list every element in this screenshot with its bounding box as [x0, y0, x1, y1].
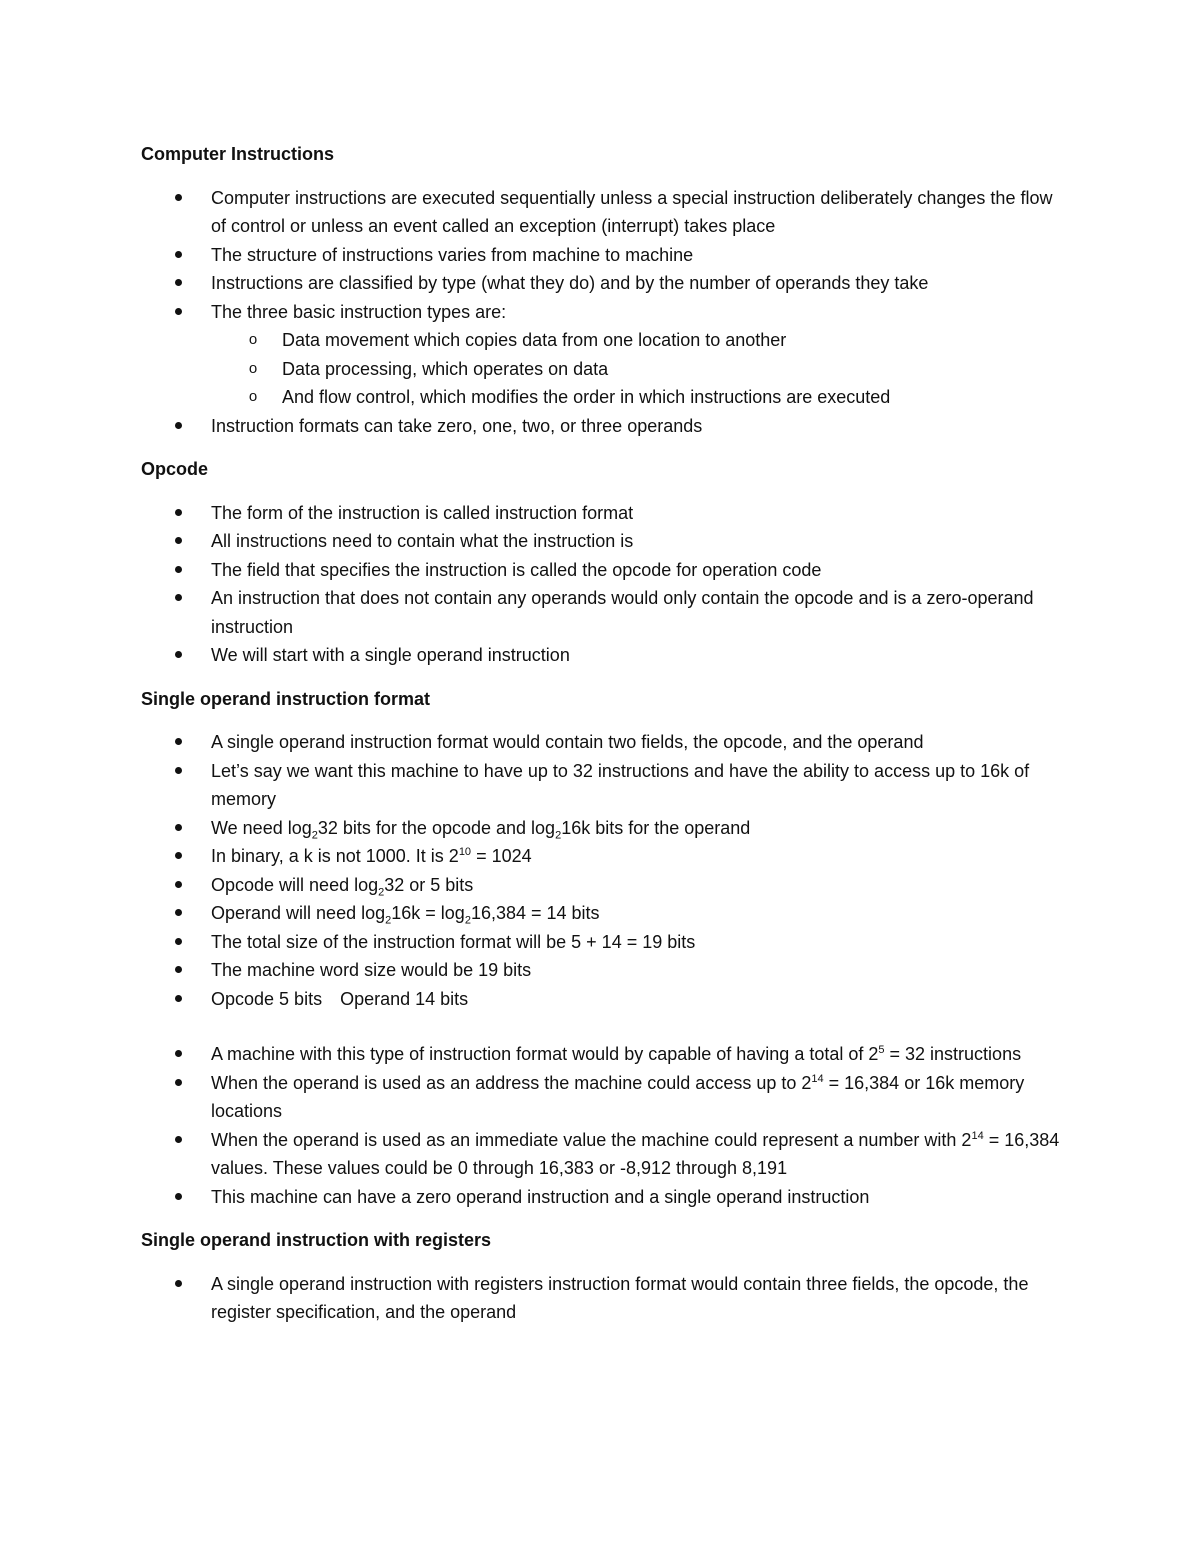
heading-computer-instructions: Computer Instructions	[141, 144, 335, 164]
single-operand-format-list	[141, 728, 1061, 1211]
bullet-icon	[173, 241, 183, 270]
bullet-icon	[173, 269, 183, 298]
bullet-icon	[173, 899, 183, 928]
bullet-icon	[173, 499, 183, 528]
list-item: The field that specifies the instruction is called the opcode for operation code	[141, 556, 1061, 585]
list-item: An instruction that does not contain any operands would only contain the opcode and is a zero-operand instruction	[141, 584, 1061, 641]
blank-line	[141, 1013, 1061, 1040]
list-item: This machine can have a zero operand instruction and a single operand instruction	[141, 1183, 1061, 1212]
bullet-icon	[173, 1183, 183, 1212]
list-item: A single operand instruction with registers instruction format would contain three fields, the opcode, the register specification, and the operand	[141, 1270, 1061, 1327]
bullet-icon	[173, 985, 183, 1014]
computer-instructions-list	[141, 184, 1061, 441]
opcode-bits: Opcode 5 bits	[211, 988, 323, 1009]
bullet-icon	[173, 412, 183, 441]
bullet-icon	[173, 757, 183, 786]
heading-opcode: Opcode	[141, 459, 209, 479]
bullet-icon	[173, 584, 183, 613]
list-item: Opcode will need $\log_232$ or 5 bits	[141, 871, 1061, 900]
document-page	[141, 140, 1061, 1342]
sub-list-item: o And flow control, which modifies the order in which instructions are executed	[141, 383, 1061, 412]
bullet-icon	[173, 527, 183, 556]
heading-single-operand-registers: Single operand instruction with registers	[141, 1230, 492, 1250]
bullet-icon	[173, 1040, 183, 1069]
bullet-icon	[173, 728, 183, 757]
bullet-icon	[173, 956, 183, 985]
bullet-icon	[173, 928, 183, 957]
list-item: We need $\log_232$ bits for the opcode and $\log_216k$ bits for the operand	[141, 814, 1061, 843]
list-item: All instructions need to contain what the instruction is	[141, 527, 1061, 556]
list-item: Instructions are classified by type (what they do) and by the number of operands they take	[141, 269, 1061, 298]
list-item: A machine with this type of instruction format would by capable of having a total of $2^5 = 32$ instructions	[141, 1040, 1061, 1069]
bullet-icon	[173, 556, 183, 585]
bullet-icon	[173, 1126, 183, 1155]
single-operand-registers-list	[141, 1270, 1061, 1327]
list-item: When the operand is used as an address the machine could access up to $2^{14} = 16,384$ or 16k memory locations	[141, 1069, 1061, 1126]
list-item: The machine word size would be 19 bits	[141, 956, 1061, 985]
bullet-icon	[173, 1270, 183, 1299]
sub-list-item: o Data processing, which operates on data	[141, 355, 1061, 384]
sub-list-item: o Data movement which copies data from one location to another	[141, 326, 1061, 355]
circle-bullet-icon: o	[248, 331, 258, 348]
heading-single-operand-format: Single operand instruction format	[141, 688, 431, 709]
bullet-icon	[173, 184, 183, 213]
list-item: The three basic instruction types are:	[141, 298, 1061, 327]
bullet-icon	[173, 814, 183, 843]
list-item	[141, 985, 1061, 1014]
bullet-icon	[173, 871, 183, 900]
list-item: Let’s say we want this machine to have up to 32 instructions and have the ability to access up to 16k of memory	[141, 757, 1061, 814]
list-item: In binary, a k is not 1000. It is $2^{10} = 1024$	[141, 842, 1061, 871]
bullet-icon	[173, 1069, 183, 1098]
list-item: The structure of instructions varies from machine to machine	[141, 241, 1061, 270]
bullet-icon	[173, 298, 183, 327]
circle-bullet-icon: o	[248, 359, 258, 377]
list-item: The form of the instruction is called instruction format	[141, 499, 1061, 528]
bullet-icon	[173, 641, 183, 670]
bullet-icon	[173, 842, 183, 871]
list-item: A single operand instruction format would contain two fields, the opcode, and the operand	[141, 728, 1061, 757]
circle-bullet-icon: o	[248, 388, 258, 405]
list-item: Instruction formats can take zero, one, two, or three operands	[141, 412, 1061, 441]
list-item: The total size of the instruction format will be 5 + 14 = 19 bits	[141, 928, 1061, 957]
list-item: When the operand is used as an immediate value the machine could represent a number with $2^{14} = 16,384$ values. These values could be 0 through 16,383 or -8,912 through 8,191	[141, 1126, 1061, 1183]
list-item: We will start with a single operand instruction	[141, 641, 1061, 670]
operand-bits: Operand 14 bits	[340, 988, 469, 1009]
list-item: Operand will need $\log_216k = \log_216,384 = 14$ bits	[141, 899, 1061, 928]
opcode-list	[141, 499, 1061, 670]
list-item: Computer instructions are executed sequentially unless a special instruction deliberately changes the flow of control or unless an event called an exception (interrupt) takes place	[141, 184, 1061, 241]
